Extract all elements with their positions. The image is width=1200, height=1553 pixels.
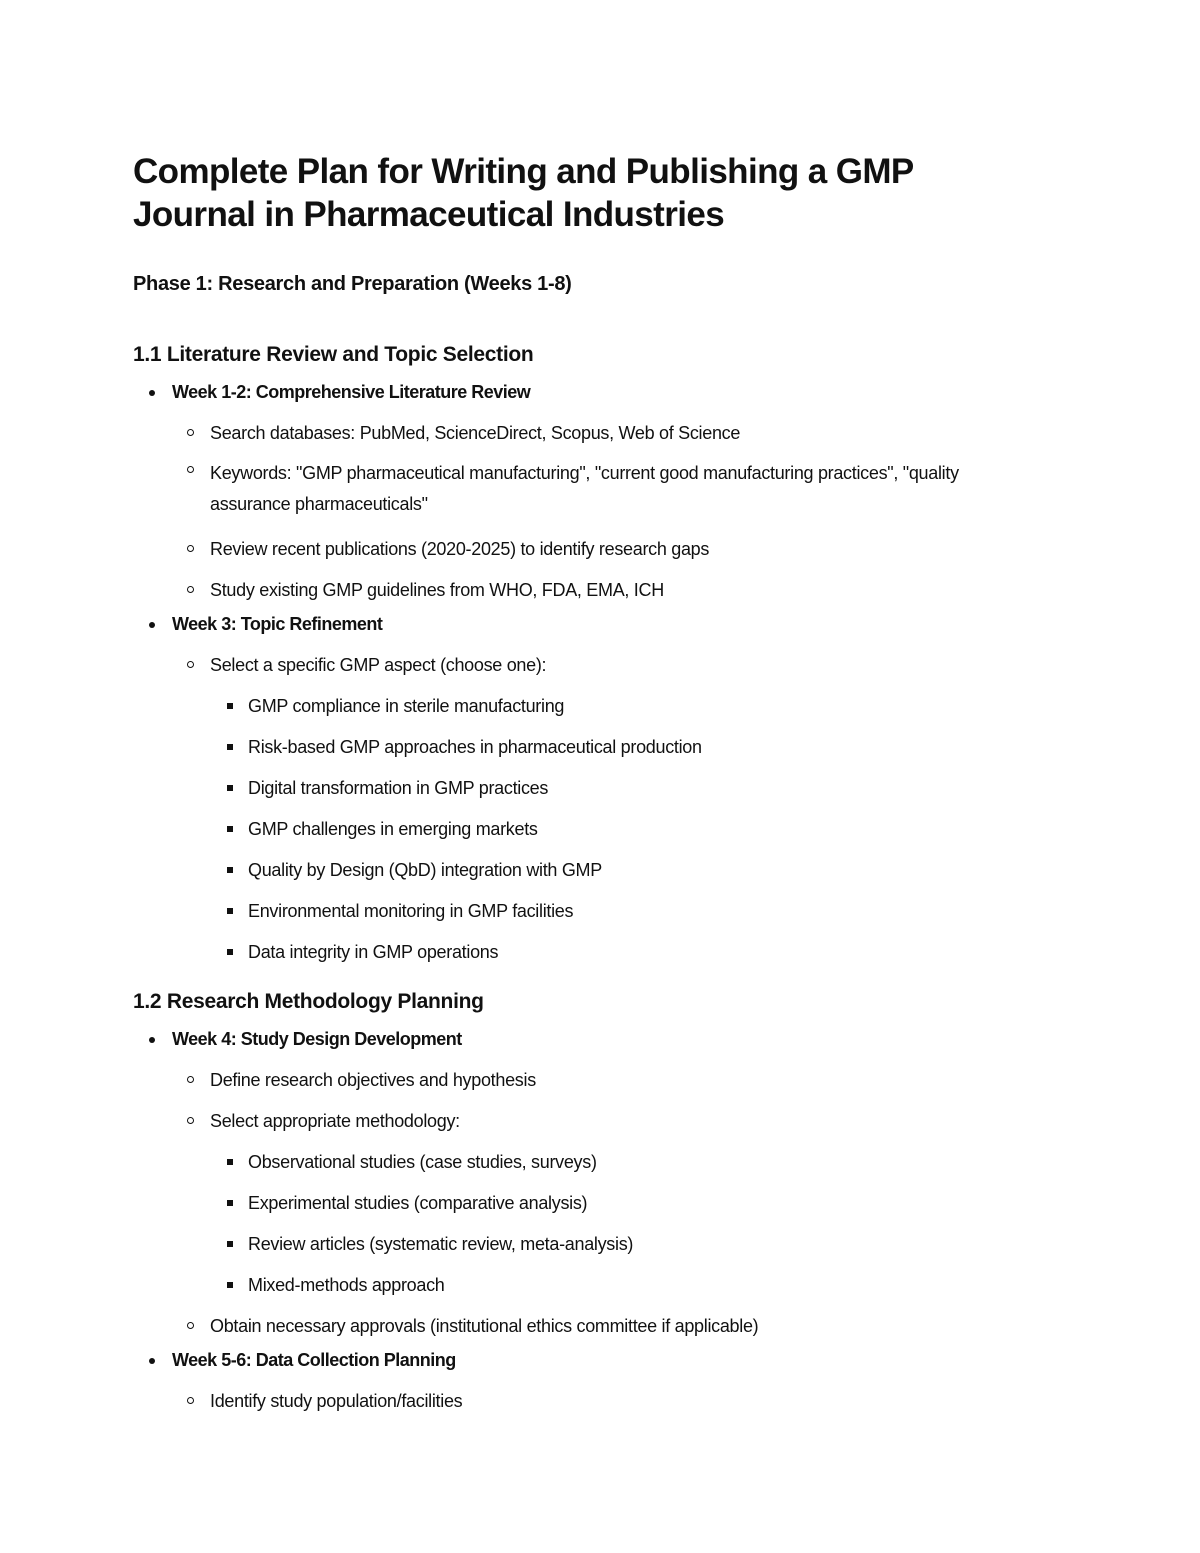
option-item <box>248 1150 1033 1174</box>
document-page <box>133 150 1033 1413</box>
task-item <box>210 1389 1033 1413</box>
task-text: Obtain necessary approvals (institutional ethics committee if applicable) <box>210 1316 759 1336</box>
task-text: Define research objectives and hypothesis <box>210 1070 536 1090</box>
section-heading: 1.2 Research Methodology Planning <box>133 990 484 1013</box>
section-heading: 1.1 Literature Review and Topic Selection <box>133 343 534 366</box>
option-list <box>210 1150 1033 1297</box>
option-item <box>248 817 1033 841</box>
task-text: Select appropriate methodology: <box>210 1111 460 1131</box>
week-list <box>133 380 1033 964</box>
week-list <box>133 1027 1033 1413</box>
document-title: Complete Plan for Writing and Publishing a GMP Journal in Pharmaceutical Industries <box>133 152 914 234</box>
task-item <box>210 1109 1033 1297</box>
task-item <box>210 578 1033 602</box>
task-text: Search databases: PubMed, ScienceDirect, Scopus, Web of Science <box>210 423 741 443</box>
week-item <box>172 1027 1033 1338</box>
task-item <box>210 458 1033 520</box>
task-item <box>210 537 1033 561</box>
week-item <box>172 612 1033 964</box>
option-item <box>248 1273 1033 1297</box>
option-item <box>248 1232 1033 1256</box>
task-list <box>172 421 1033 602</box>
option-text: Experimental studies (comparative analysis) <box>248 1193 588 1213</box>
week-item <box>172 1348 1033 1413</box>
option-item <box>248 735 1033 759</box>
option-text: Review articles (systematic review, meta-analysis) <box>248 1234 634 1254</box>
week-label: Week 3: Topic Refinement <box>172 614 383 634</box>
task-item <box>210 1314 1033 1338</box>
option-text: Environmental monitoring in GMP facilities <box>248 901 574 921</box>
task-text: Identify study population/facilities <box>210 1391 463 1411</box>
week-label: Week 5-6: Data Collection Planning <box>172 1350 456 1370</box>
option-list <box>210 694 1033 964</box>
task-item <box>210 1068 1033 1092</box>
task-item <box>210 421 1033 445</box>
task-list <box>172 1389 1033 1413</box>
task-text: Select a specific GMP aspect (choose one): <box>210 655 547 675</box>
option-item <box>248 694 1033 718</box>
option-text: GMP compliance in sterile manufacturing <box>248 696 565 716</box>
option-item <box>248 1191 1033 1215</box>
option-text: Quality by Design (QbD) integration with GMP <box>248 860 602 880</box>
option-item <box>248 940 1033 964</box>
option-text: Data integrity in GMP operations <box>248 942 499 962</box>
option-item <box>248 899 1033 923</box>
option-text: Mixed-methods approach <box>248 1275 445 1295</box>
option-item <box>248 858 1033 882</box>
option-text: Observational studies (case studies, surveys) <box>248 1152 597 1172</box>
week-label: Week 1-2: Comprehensive Literature Review <box>172 382 531 402</box>
task-list <box>172 653 1033 964</box>
task-list <box>172 1068 1033 1338</box>
task-item <box>210 653 1033 964</box>
option-text: GMP challenges in emerging markets <box>248 819 538 839</box>
phase-heading: Phase 1: Research and Preparation (Weeks 1-8) <box>133 273 572 295</box>
week-label: Week 4: Study Design Development <box>172 1029 462 1049</box>
option-text: Risk-based GMP approaches in pharmaceutical production <box>248 737 702 757</box>
task-text: Study existing GMP guidelines from WHO, FDA, EMA, ICH <box>210 580 664 600</box>
option-item <box>248 776 1033 800</box>
week-item <box>172 380 1033 602</box>
task-text: Keywords: "GMP pharmaceutical manufacturing", "current good manufacturing practices", "quality assurance pharmaceuticals" <box>210 463 959 514</box>
option-text: Digital transformation in GMP practices <box>248 778 549 798</box>
task-text: Review recent publications (2020-2025) to identify research gaps <box>210 539 710 559</box>
